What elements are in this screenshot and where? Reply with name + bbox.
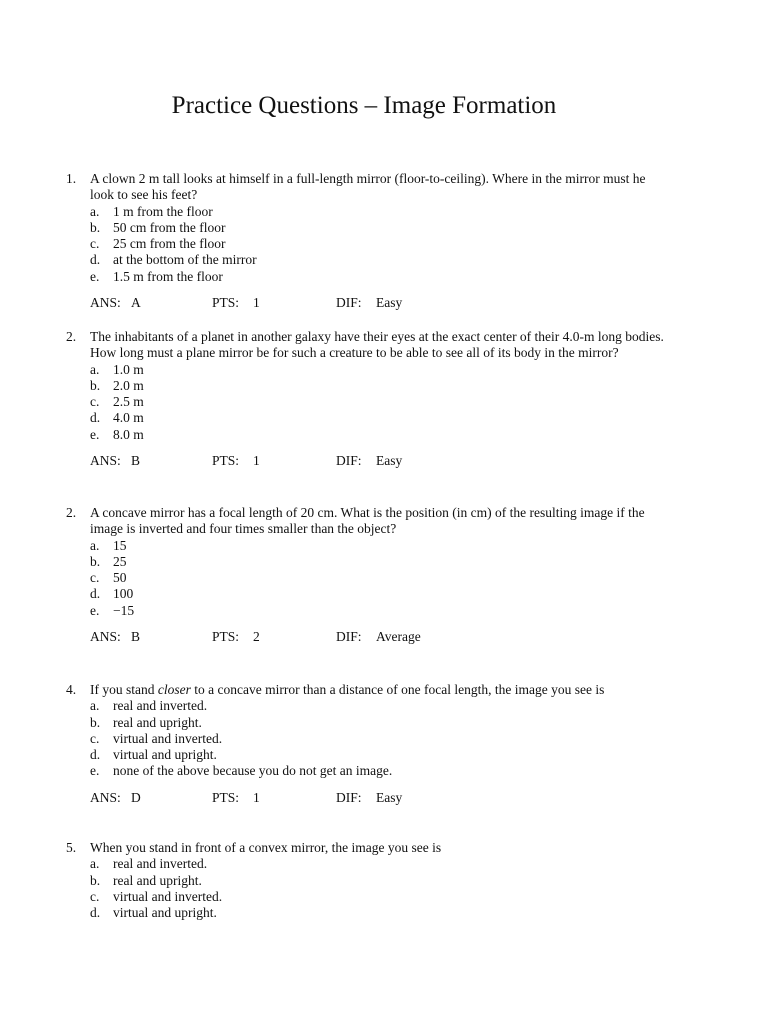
dif-label: DIF:	[336, 629, 362, 645]
question-number: 5.	[66, 840, 77, 855]
option-e	[66, 427, 706, 443]
question-number: 2.	[66, 505, 77, 520]
question-number: 4.	[66, 682, 77, 697]
page-title: Practice Questions – Image Formation	[171, 92, 557, 119]
option-letter: b.	[90, 219, 101, 235]
question-text-emphasis: closer	[157, 682, 191, 697]
option-c	[66, 394, 706, 410]
option-c	[66, 570, 706, 586]
option-text: 2.5 m	[113, 394, 144, 410]
answer-row	[66, 629, 706, 645]
ans-label: ANS:	[90, 453, 121, 469]
option-d	[66, 586, 706, 602]
option-letter: a.	[90, 698, 100, 714]
option-letter: e.	[90, 268, 100, 284]
ans-value: B	[131, 629, 141, 645]
pts-label: PTS:	[212, 295, 240, 311]
ans-label: ANS:	[90, 295, 121, 311]
dif-label: DIF:	[336, 789, 362, 805]
dif-label: DIF:	[336, 453, 362, 469]
ans-label: ANS:	[90, 629, 121, 645]
option-text: 1 m from the floor	[113, 203, 213, 219]
ans-value: D	[131, 789, 141, 805]
pts-label: PTS:	[212, 629, 240, 645]
pts-label: PTS:	[212, 453, 240, 469]
question-text-start: If you stand	[90, 682, 158, 697]
option-letter: d.	[90, 586, 101, 602]
option-letter: a.	[90, 361, 100, 377]
option-letter: b.	[90, 377, 101, 393]
option-d	[66, 410, 706, 426]
option-b	[66, 378, 706, 394]
option-text: real and upright.	[113, 714, 202, 730]
option-text: none of the above because you do not get an image.	[113, 763, 393, 779]
option-text: virtual and upright.	[113, 747, 217, 763]
option-d	[66, 747, 706, 763]
option-d	[66, 905, 706, 921]
question-text: A clown 2 m tall looks at himself in a full-length mirror (floor-to-ceiling). Where in the mirror must he	[90, 171, 646, 186]
option-text: 50 cm from the floor	[113, 219, 226, 235]
question-text-end: to a concave mirror than a distance of one focal length, the image you see is	[190, 682, 605, 697]
question-text-continued: look to see his feet?	[90, 187, 198, 203]
option-text: real and inverted.	[113, 698, 208, 714]
dif-value: Easy	[376, 789, 403, 805]
answer-row	[66, 453, 706, 469]
option-b	[66, 715, 706, 731]
option-letter: a.	[90, 856, 100, 872]
option-text: 15	[113, 537, 127, 553]
option-letter: d.	[90, 905, 101, 921]
option-text: 1.0 m	[113, 361, 144, 377]
answer-row	[66, 295, 706, 311]
ans-value: A	[131, 295, 141, 311]
option-text: 25 cm from the floor	[113, 236, 226, 252]
option-b	[66, 554, 706, 570]
option-letter: d.	[90, 747, 101, 763]
option-letter: d.	[90, 252, 101, 268]
option-letter: b.	[90, 872, 101, 888]
option-d	[66, 252, 706, 268]
dif-label: DIF:	[336, 295, 362, 311]
option-e	[66, 603, 706, 619]
option-b	[66, 220, 706, 236]
option-text: at the bottom of the mirror	[113, 252, 257, 268]
question-text: The inhabitants of a planet in another galaxy have their eyes at the exact center of their 4.0-m long bodies.	[90, 329, 664, 344]
option-letter: c.	[90, 394, 100, 410]
pts-value: 1	[253, 295, 260, 311]
option-e	[66, 763, 706, 779]
dif-value: Easy	[376, 295, 403, 311]
dif-value: Average	[376, 629, 421, 645]
option-text: real and upright.	[113, 872, 202, 888]
option-text: virtual and inverted.	[113, 888, 223, 904]
option-letter: a.	[90, 203, 100, 219]
option-letter: c.	[90, 236, 100, 252]
pts-value: 2	[253, 629, 260, 645]
option-text: 2.0 m	[113, 377, 144, 393]
option-letter: b.	[90, 553, 101, 569]
question-4	[66, 682, 706, 806]
option-letter: e.	[90, 426, 100, 442]
question-text-continued: image is inverted and four times smaller than the object?	[90, 521, 397, 537]
option-a	[66, 204, 706, 220]
question-2	[66, 329, 706, 469]
option-c	[66, 731, 706, 747]
option-letter: c.	[90, 570, 100, 586]
option-b	[66, 873, 706, 889]
question-number: 2.	[66, 329, 77, 344]
option-text: virtual and upright.	[113, 905, 217, 921]
option-a	[66, 856, 706, 872]
dif-value: Easy	[376, 453, 403, 469]
option-c	[66, 889, 706, 905]
question-text-continued: How long must a plane mirror be for such a creature to be able to see all of its body in the mirror?	[90, 345, 619, 361]
option-c	[66, 236, 706, 252]
ans-label: ANS:	[90, 789, 121, 805]
question-text: A concave mirror has a focal length of 20 cm. What is the position (in cm) of the resulting image if the	[90, 505, 645, 520]
pts-label: PTS:	[212, 789, 240, 805]
option-text: 50	[113, 570, 127, 586]
option-text: 4.0 m	[113, 410, 144, 426]
question-text	[90, 682, 604, 698]
question-3	[66, 505, 706, 645]
ans-value: B	[131, 453, 141, 469]
option-a	[66, 538, 706, 554]
question-1	[66, 171, 706, 311]
option-text: 8.0 m	[113, 426, 144, 442]
question-text: When you stand in front of a convex mirror, the image you see is	[90, 840, 442, 855]
option-text: −15	[113, 602, 135, 618]
option-letter: c.	[90, 888, 100, 904]
option-e	[66, 269, 706, 285]
option-letter: c.	[90, 730, 100, 746]
pts-value: 1	[253, 789, 260, 805]
question-number: 1.	[66, 171, 77, 186]
option-letter: d.	[90, 410, 101, 426]
question-5	[66, 840, 706, 921]
option-letter: e.	[90, 602, 100, 618]
pts-value: 1	[253, 453, 260, 469]
option-a	[66, 698, 706, 714]
option-letter: b.	[90, 714, 101, 730]
option-text: 25	[113, 553, 127, 569]
option-letter: a.	[90, 537, 100, 553]
option-text: 100	[113, 586, 134, 602]
option-text: real and inverted.	[113, 856, 208, 872]
option-a	[66, 362, 706, 378]
option-text: virtual and inverted.	[113, 730, 223, 746]
option-letter: e.	[90, 763, 100, 779]
option-text: 1.5 m from the floor	[113, 268, 223, 284]
answer-row	[66, 790, 706, 806]
